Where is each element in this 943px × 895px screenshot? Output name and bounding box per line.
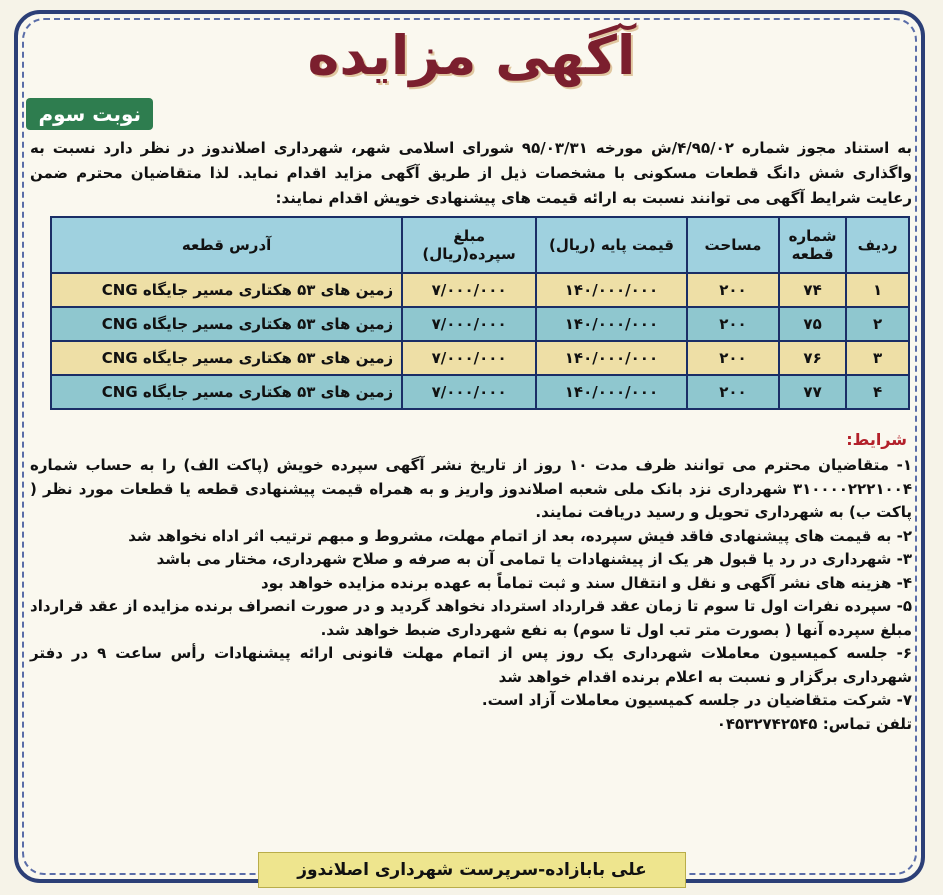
- table-row: [51, 375, 909, 409]
- phone-number: ۰۴۵۳۲۷۴۲۵۴۵: [716, 714, 818, 733]
- cell-address: زمین های ۵۳ هکتاری مسیر جایگاه CNG: [51, 341, 402, 375]
- cell-deposit: ۷/۰۰۰/۰۰۰: [402, 307, 536, 341]
- condition-item: ۳- شهرداری در رد یا قبول هر یک از پیشنهادات یا تمامی آن به صرفه و صلاح شهرداری، مختار می باشد: [156, 550, 912, 568]
- cell-plot-number: ۷۶: [779, 341, 846, 375]
- cell-plot-number: ۷۷: [779, 375, 846, 409]
- cell-area: ۲۰۰: [687, 375, 779, 409]
- cell-deposit: ۷/۰۰۰/۰۰۰: [402, 273, 536, 307]
- round-badge: نوبت سوم: [26, 98, 153, 130]
- cell-base-price: ۱۴۰/۰۰۰/۰۰۰: [536, 341, 687, 375]
- table-row: [51, 307, 909, 341]
- cell-area: ۲۰۰: [687, 273, 779, 307]
- header-index: ردیف: [846, 217, 909, 273]
- conditions-title: شرایط:: [846, 430, 907, 449]
- signature-footer: علی بابازاده-سرپرست شهرداری اصلاندوز: [258, 852, 686, 888]
- table-header-row: [51, 217, 909, 273]
- cell-index: ۱: [846, 273, 909, 307]
- header-base-price: قیمت پایه (ریال): [536, 217, 687, 273]
- condition-item: ۴- هزینه های نشر آگهی و نقل و انتقال سند و ثبت تماماً به عهده برنده مزایده خواهد بود: [260, 573, 912, 592]
- phone-label: تلفن تماس:: [822, 714, 912, 733]
- cell-index: ۴: [846, 375, 909, 409]
- cell-address: زمین های ۵۳ هکتاری مسیر جایگاه CNG: [51, 375, 402, 409]
- auction-table: [50, 216, 910, 410]
- cell-plot-number: ۷۴: [779, 273, 846, 307]
- condition-item: ۶- جلسه کمیسیون معاملات شهرداری یک روز پس از اتمام مهلت قانونی ارائه پیشنهادات رأس ساعت ۹ در دفتر شهرداری برگزار و نسبت به اعلام برنده اقدام خواهد شد: [30, 644, 912, 686]
- cell-index: ۳: [846, 341, 909, 375]
- contact-phone: [30, 713, 912, 737]
- cell-area: ۲۰۰: [687, 341, 779, 375]
- cell-base-price: ۱۴۰/۰۰۰/۰۰۰: [536, 307, 687, 341]
- condition-item: ۱- متقاضیان محترم می توانند ظرف مدت ۱۰ روز از تاریخ نشر آگهی سپرده خویش (پاکت الف) را به حساب شماره ۳۱۰۰۰۰۲۲۲۱۰۰۴ شهرداری نزد بانک ملی شعبه اصلاندوز واریز و به همراه قیمت پیشنهادی قطعه یا قطعات مورد نظر ( پاکت ب) به شهرداری تحویل و رسید دریافت نمایند.: [30, 456, 912, 521]
- header-plot-number: شماره قطعه: [779, 217, 846, 273]
- cell-base-price: ۱۴۰/۰۰۰/۰۰۰: [536, 375, 687, 409]
- header-area: مساحت: [687, 217, 779, 273]
- cell-area: ۲۰۰: [687, 307, 779, 341]
- cell-index: ۲: [846, 307, 909, 341]
- cell-deposit: ۷/۰۰۰/۰۰۰: [402, 375, 536, 409]
- table-row: [51, 341, 909, 375]
- ad-title: آگهی مزایده: [307, 24, 636, 87]
- condition-item: ۷- شرکت متقاضیان در جلسه کمیسیون معاملات آزاد است.: [481, 691, 912, 709]
- cell-address: زمین های ۵۳ هکتاری مسیر جایگاه CNG: [51, 273, 402, 307]
- cell-deposit: ۷/۰۰۰/۰۰۰: [402, 341, 536, 375]
- cell-address: زمین های ۵۳ هکتاری مسیر جایگاه CNG: [51, 307, 402, 341]
- condition-item: ۲- به قیمت های پیشنهادی فاقد فیش سپرده، بعد از اتمام مهلت، مشروط و مبهم ترتیب اثر اداه نخواهد شد: [128, 526, 912, 545]
- intro-paragraph: به استناد مجوز شماره ۴/۹۵/۰۲/ش مورخه ۹۵/۰۳/۳۱ شورای اسلامی شهر، شهرداری اصلاندوز در نظر دارد نسبت به واگذاری شش دانگ قطعات مسکونی با مشخصات ذیل از طریق آگهی مزاید اقدام نماید. لذا متقاضیان محترم ضمن رعایت شرایط آگهی می توانند نسبت به ارائه قیمت های پیشنهادی خویش اقدام نمایند:: [30, 139, 913, 207]
- cell-plot-number: ۷۵: [779, 307, 846, 341]
- header-address: آدرس قطعه: [51, 217, 402, 273]
- table-row: [51, 273, 909, 307]
- condition-item: ۵- سپرده نفرات اول تا سوم تا زمان عقد قرارداد استرداد نخواهد گردید و در صورت انصراف برنده مزایده از عقد قرارداد مبلغ سپرده آنها ( بصورت متر تب اول تا سوم) به نفع شهرداری ضبط خواهد شد.: [30, 597, 912, 639]
- header-deposit: مبلغ سپرده(ریال): [402, 217, 536, 273]
- conditions-list: [30, 454, 912, 736]
- cell-base-price: ۱۴۰/۰۰۰/۰۰۰: [536, 273, 687, 307]
